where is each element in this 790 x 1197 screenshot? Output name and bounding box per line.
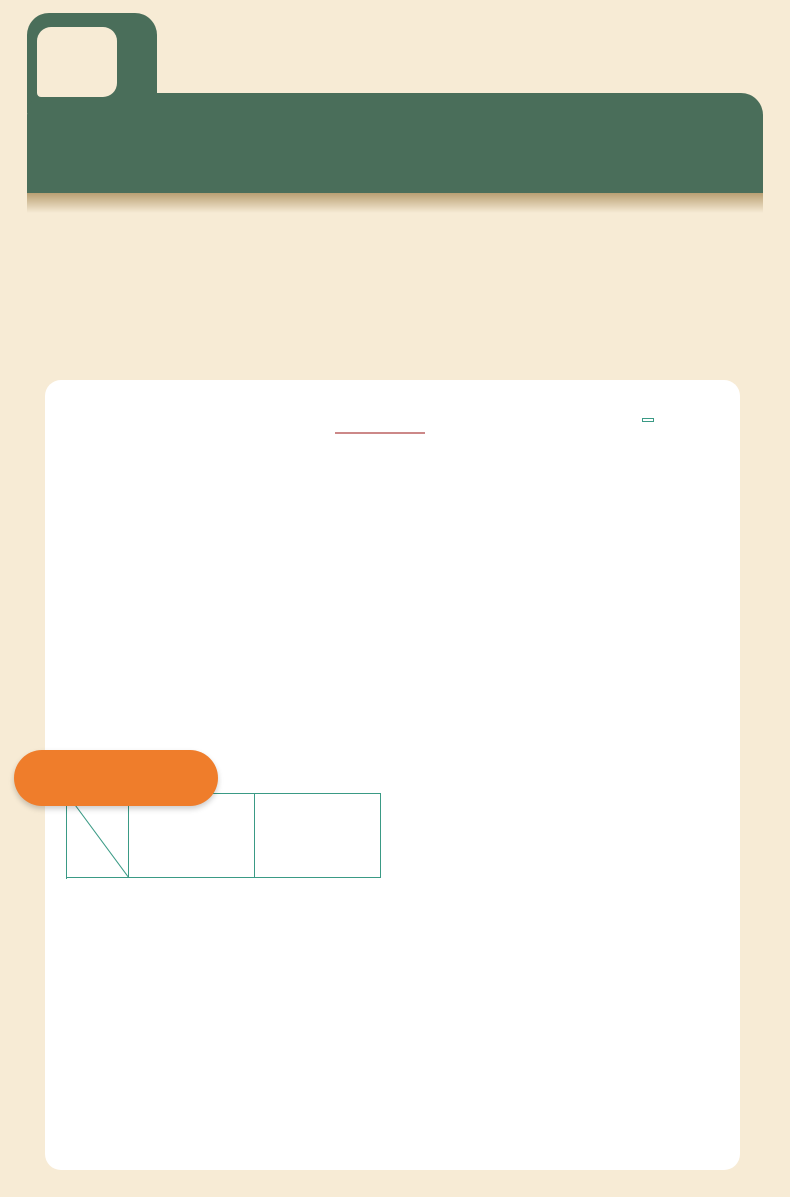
answer-reference <box>642 418 654 422</box>
table-corner <box>67 794 129 878</box>
year-tag <box>14 750 218 806</box>
corner-diagonal <box>67 794 129 878</box>
group-header-s <box>129 794 255 878</box>
section-number <box>37 27 117 97</box>
banner-shadow <box>27 193 763 213</box>
rail-air-network-diagram <box>435 890 695 1150</box>
transport-circle-maps <box>397 500 727 685</box>
group-header-t <box>255 794 381 878</box>
heading-underline <box>335 432 425 434</box>
section-banner <box>27 93 763 193</box>
